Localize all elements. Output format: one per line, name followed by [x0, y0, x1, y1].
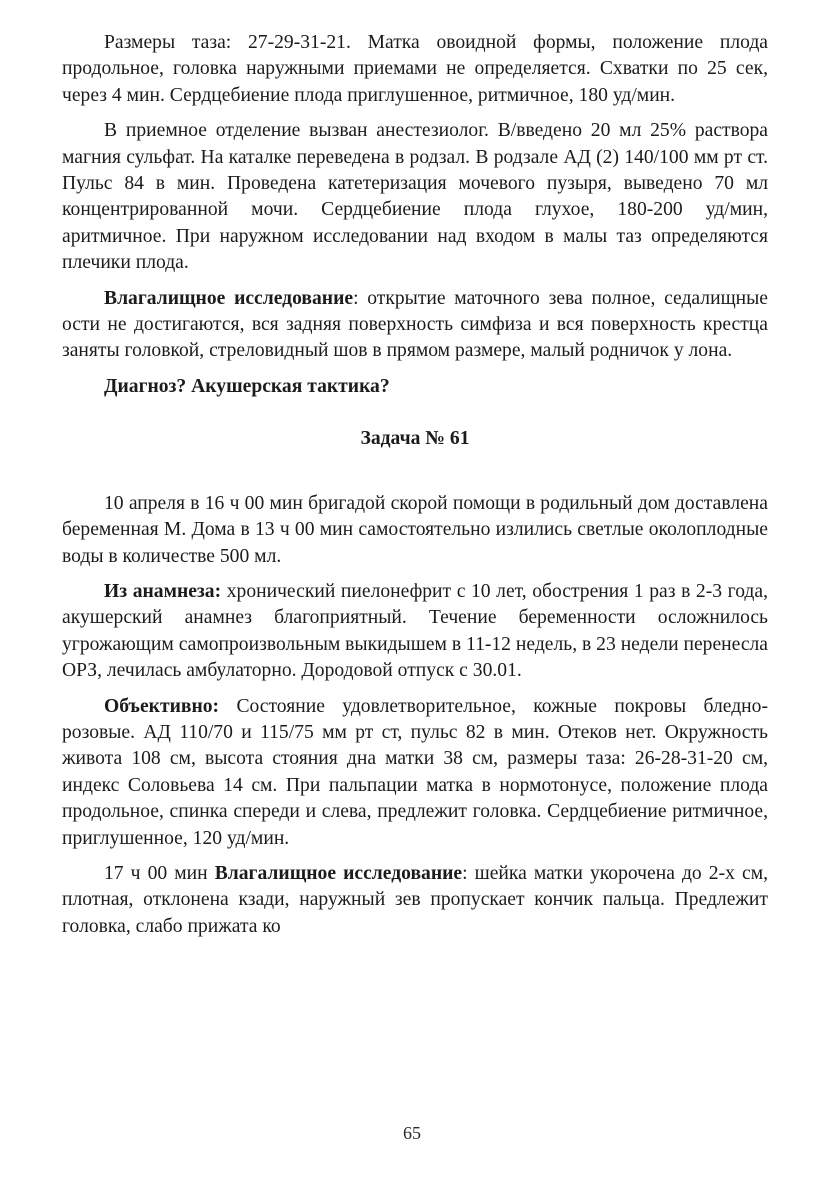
task-intro-paragraph [62, 491, 768, 570]
objective-paragraph [62, 694, 768, 852]
continued-case-paragraph [62, 118, 768, 276]
case-question: Диагноз? Акушерская тактика? [104, 375, 390, 397]
text-column [62, 30, 768, 949]
objective-label: Объективно: [104, 695, 220, 717]
anamnesis-text: хронический пиелонефрит с 10 лет, обострения 1 раз в 2-3 года, акушерский анамнез благоприятный. Течение беременности осложнилось угрожающим самопроизвольным выкидышем в 11-12 недель, в 23 недели перенесла ОРЗ, лечилась амбулаторно. Дородовой отпуск с 30.01. [62, 580, 768, 682]
page-number: 65 [403, 1123, 421, 1143]
task-heading: Задача № 61 [360, 428, 470, 450]
vaginal-exam-label: Влагалищное исследование [104, 287, 354, 309]
vaginal-exam-paragraph [62, 286, 768, 365]
paragraph-text: В приемное отделение вызван анестезиолог. В/введено 20 мл 25% раствора магния сульфат. На каталке переведена в родзал. В родзале АД (2) 140/100 мм рт ст. Пульс 84 в мин. Проведена катетеризация мочевого пузыря, выведено 70 мл концентрированной мочи. Сердцебиение плода глухое, 180-200 уд/мин, аритмичное. При наружном исследовании над входом в малы таз определяются плечики плода. [62, 120, 768, 274]
exam-paragraph [62, 861, 768, 940]
objective-text: Состояние удовлетворительное, кожные покровы бледно-розовые. АД 110/70 и 115/75 мм рт ст, пульс 82 в мин. Отеков нет. Окружность живота 108 см, высота стояния дна матки 38 см, размеры таза: 26-28-31-20 см, индекс Соловьева 14 см. При пальпации матка в нормотонусе, положение плода продольное, спинка спереди и слева, предлежит головка. Сердцебиение ритмичное, приглушенное, 120 уд/мин. [62, 695, 768, 849]
paragraph-text: Размеры таза: 27-29-31-21. Матка овоидной формы, положение плода продольное, головка наружными приемами не определяется. Схватки по 25 сек, через 4 мин. Сердцебиение плода приглушенное, ритмичное, 180 уд/мин. [62, 32, 768, 106]
paragraph-text: 10 апреля в 16 ч 00 мин бригадой скорой помощи в родильный дом доставлена беременная М. Дома в 13 ч 00 мин самостоятельно излились светлые околоплодные воды в количестве 500 мл. [62, 492, 768, 567]
exam-time: 17 ч 00 мин [104, 862, 215, 884]
exam-label: Влагалищное исследование [214, 862, 463, 884]
vaginal-exam-text: : открытие маточного зева полное, седалищные ости не достигаются, вся задняя поверхность симфиза и вся поверхность крестца заняты головкой, стреловидный шов в прямом размере, малый родничок у лона. [62, 287, 769, 362]
exam-text: : шейка матки укорочена до 2-х см, плотная, отклонена кзади, наружный зев пропускает кончик пальца. Предлежит головка, слабо прижата ко [62, 862, 768, 937]
anamnesis-label: Из анамнеза: [104, 580, 222, 602]
anamnesis-paragraph [62, 579, 768, 685]
continued-case-paragraph [62, 30, 768, 109]
